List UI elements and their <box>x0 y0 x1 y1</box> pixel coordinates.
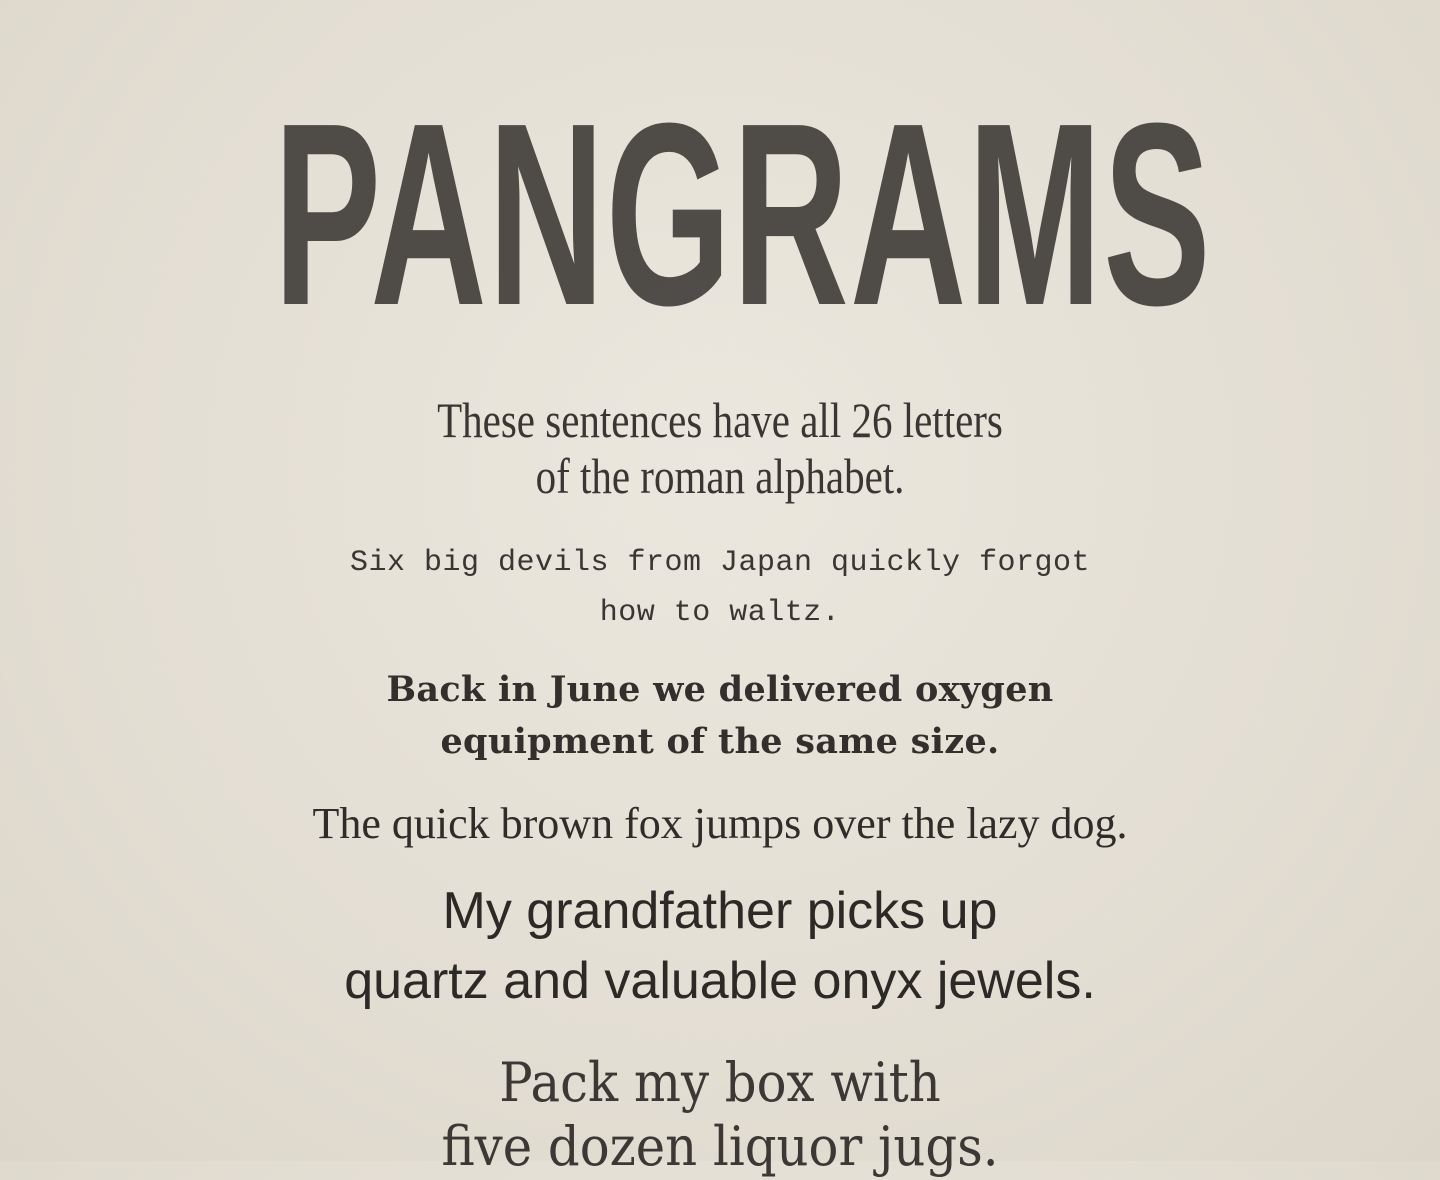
pangram-sans-line-2: quartz and valuable onyx jewels. <box>344 952 1096 1010</box>
pangram-modern-line-2: five dozen liquor jugs. <box>441 1115 999 1178</box>
pangram-sans-line-1: My grandfather picks up <box>442 882 998 940</box>
pangram-typewriter-line-2: how to waltz. <box>599 596 841 630</box>
pangram-modern-line-1: Pack my box with <box>499 1051 941 1114</box>
intro-line-2: of the roman alphabet. <box>535 448 905 504</box>
poster-title: PANGRAMS <box>273 70 1212 360</box>
pangram-typewriter-line-1: Six big devils from Japan quickly forgot <box>349 546 1091 580</box>
intro-line-1: These sentences have all 26 letters <box>437 392 1003 448</box>
pangram-slab-line-1: Back in June we delivered oxygen <box>386 669 1054 710</box>
pangram-slab-line-2: equipment of the same size. <box>440 721 1000 762</box>
pangram-serif-line-1: The quick brown fox jumps over the lazy dog. <box>312 799 1128 848</box>
